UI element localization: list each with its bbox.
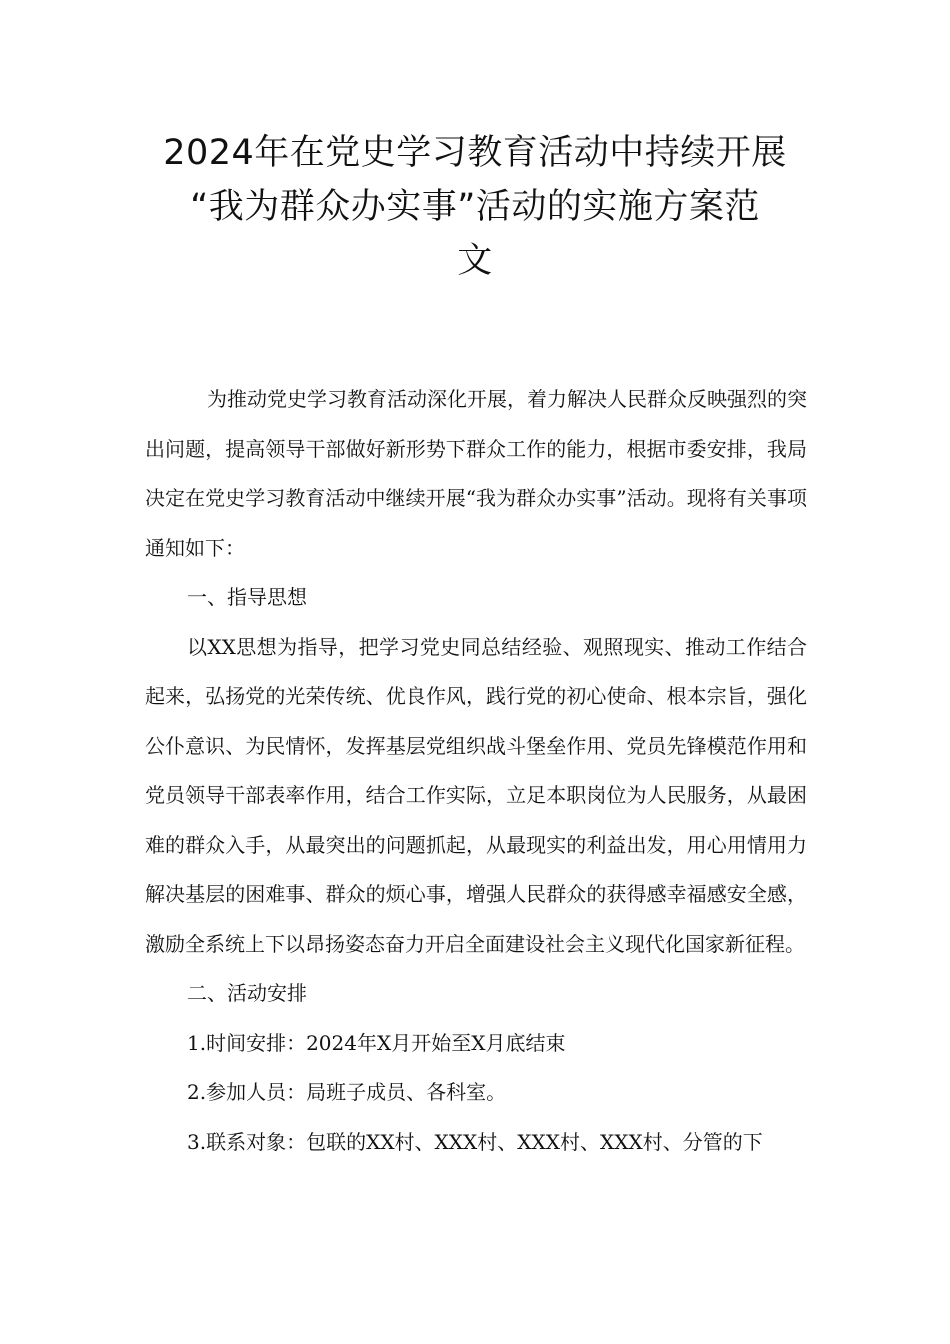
title-line-3: 文 <box>457 241 493 281</box>
guiding-thought-paragraph: 以XX思想为指导，把学习党史同总结经验、观照现实、推动工作结合起来，弘扬党的光荣传统、优良作风，践行党的初心使命、根本宗旨，强化公仆意识、为民情怀，发挥基层党组织战斗堡垒作用、党员先锋模范作用和党员领导干部表率作用，结合工作实际，立足本职岗位为人民服务，从最困难的群众入手，从最突出的问题抓起，从最现实的利益出发，用心用情用力解决基层的困难事、群众的烦心事，增强人民群众的获得感幸福感安全感，激励全系统上下以昂扬姿态奋力开启全面建设社会主义现代化国家新征程。 <box>145 634 807 956</box>
time-arrangement-item: 1.时间安排：2024年X月开始至X月底结束 <box>187 1030 566 1055</box>
section-heading-guiding-thought: 一、指导思想 <box>187 585 307 609</box>
document-body <box>145 375 807 1167</box>
participants-item: 2.参加人员：局班子成员、各科室。 <box>187 1080 507 1104</box>
section-heading-activity-arrangement: 二、活动安排 <box>187 981 307 1005</box>
intro-paragraph: 为推动党史学习教育活动深化开展，着力解决人民群众反映强烈的突出问题，提高领导干部做好新形势下群众工作的能力，根据市委安排，我局决定在党史学习教育活动中继续开展“我为群众办实事”活动。现将有关事项通知如下： <box>145 387 807 560</box>
title-line-1: 2024年在党史学习教育活动中持续开展 <box>163 133 787 173</box>
contact-targets-item: 3.联系对象：包联的XX村、XXX村、XXX村、XXX村、分管的下 <box>187 1129 763 1154</box>
title-line-2: “我为群众办实事”活动的实施方案范 <box>190 187 760 227</box>
document-title <box>120 126 830 288</box>
